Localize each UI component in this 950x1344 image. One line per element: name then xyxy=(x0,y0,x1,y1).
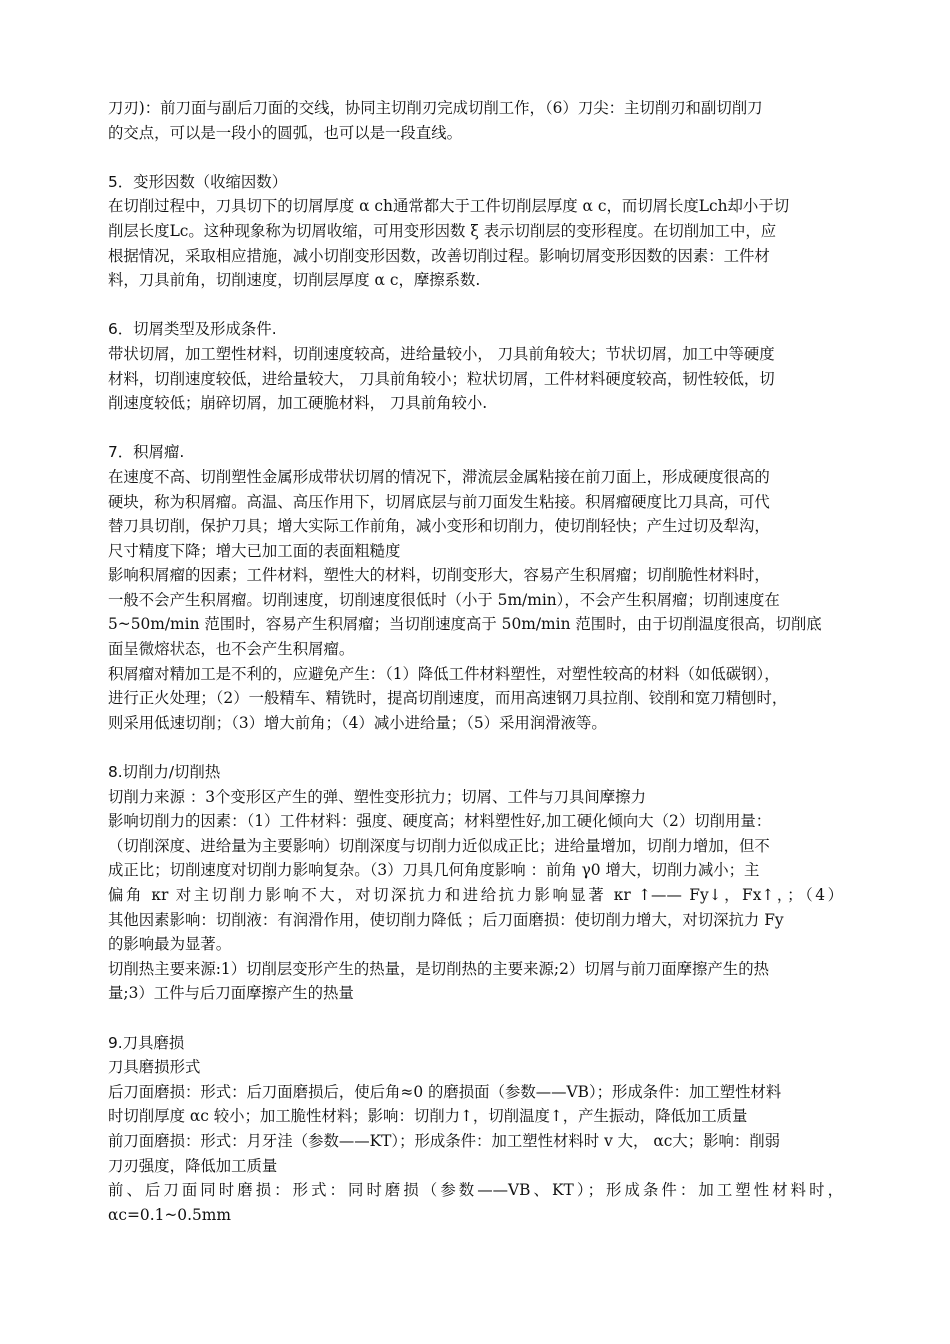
text-line: 5~50m/min 范围时，容易产生积屑瘤；当切削速度高于 50m/min 范围时，由于切削温度很高，切削底 xyxy=(108,615,822,634)
text-line: 替刀具切削，保护刀具；增大实际工作前角，减小变形和切削力，使切削轻快；产生过切及犁沟， xyxy=(108,517,770,536)
text-line: 积屑瘤对精加工是不利的，应避免产生：（1）降低工件材料塑性，对塑性较高的材料（如低碳钢）， xyxy=(108,664,780,683)
text-line: 料，刀具前角，切削速度，切削层厚度 α c，摩擦系数. xyxy=(108,271,481,290)
text-line: 根据情况，采取相应措施，减小切削变形因数，改善切削过程。影响切屑变形因数的因素：工件材 xyxy=(108,246,770,265)
section-heading: 刀具磨损形式 xyxy=(108,1058,201,1077)
text-line: 则采用低速切削；（3）增大前角；（4）减小进给量；（5）采用润滑液等。 xyxy=(108,713,607,732)
paragraph-gap xyxy=(108,1006,843,1031)
paragraph-gap xyxy=(108,735,843,760)
text-line: 削层长度Lc。这种现象称为切屑收缩，可用变形因数 ξ 表示切削层的变形程度。在切削加工中，应 xyxy=(108,221,777,240)
text-line: 的影响最为显著。 xyxy=(108,935,232,954)
text-line: 面呈微熔状态，也不会产生积屑瘤。 xyxy=(108,640,355,659)
text-line: 带状切屑，加工塑性材料，切削速度较高，进给量较小， 刀具前角较大；节状切屑，加工中等硬度 xyxy=(108,344,775,363)
text-line: 影响积屑瘤的因素；工件材料，塑性大的材料，切削变形大，容易产生积屑瘤；切削脆性材料时， xyxy=(108,566,770,585)
text-line: 在速度不高、切削塑性金属形成带状切屑的情况下，滞流层金属粘接在前刀面上，形成硬度很高的 xyxy=(108,467,770,486)
text-line: 的交点，可以是一段小的圆弧，也可以是一段直线。 xyxy=(108,123,462,142)
text-line: 后刀面磨损：形式：后刀面磨损后，使后角≈0 的磨损面（参数——VB）；形成条件：加工塑性材料 xyxy=(108,1082,782,1101)
section-heading: 7．积屑瘤. xyxy=(108,443,185,462)
document-page xyxy=(108,96,843,1227)
text-line: 尺寸精度下降；增大已加工面的表面粗糙度 xyxy=(108,541,401,560)
text-line: 其他因素影响：切削液：有润滑作用，使切削力降低 ；后刀面磨损：使切削力增大，对切深抗力 Fy xyxy=(108,910,784,929)
text-line: 时切削厚度 αc 较小；加工脆性材料；影响：切削力↑，切削温度↑，产生振动，降低加工质量 xyxy=(108,1107,748,1126)
section-heading: 8.切削力/切削热 xyxy=(108,763,221,782)
section-heading: 5．变形因数（收缩因数） xyxy=(108,172,288,191)
paragraph-gap xyxy=(108,145,843,170)
text-line: 削速度较低；崩碎切屑，加工硬脆材料， 刀具前角较小. xyxy=(108,394,488,413)
text-line: 切削力来源 ：3个变形区产生的弹、塑性变形抗力；切屑、工件与刀具间摩擦力 xyxy=(108,787,646,806)
text-line: 切削热主要来源:1）切削层变形产生的热量，是切削热的主要来源;2）切屑与前刀面摩擦产生的热 xyxy=(108,959,769,978)
text-line: （切削深度、进给量为主要影响）切削深度与切削力近似成正比；进给量增加，切削力增加，但不 xyxy=(108,836,770,855)
text-line: 影响切削力的因素：（1）工件材料：强度、硬度高；材料塑性好,加工硬化倾向大（2）切削用量： xyxy=(108,812,772,831)
text-line: 在切削过程中，刀具切下的切屑厚度 α ch通常都大于工件切削层厚度 α c，而切屑长度Lch却小于切 xyxy=(108,197,790,216)
text-line: αc=0.1~0.5mm xyxy=(108,1205,231,1224)
text-line: 前、后刀面同时磨损：形式：同时磨损（参数——VB、KT）；形成条件：加工塑性材料时， xyxy=(108,1181,843,1200)
text-line: 一般不会产生积屑瘤。切削速度，切削速度很低时（小于 5m/min），不会产生积屑瘤；切削速度在 xyxy=(108,590,780,609)
text-line: 进行正火处理；（2）一般精车、精铣时，提高切削速度，而用高速钢刀具拉削、铰削和宽刀精刨时， xyxy=(108,689,788,708)
section-heading: 9.刀具磨损 xyxy=(108,1033,185,1052)
text-line: 硬块，称为积屑瘤。高温、高压作用下，切屑底层与前刀面发生粘接。积屑瘤硬度比刀具高，可代 xyxy=(108,492,770,511)
text-line: 成正比；切削速度对切削力影响复杂。（3）刀具几何角度影响 ：前角 γ0 增大，切削力减小；主 xyxy=(108,861,760,880)
text-line: 刀刃强度，降低加工质量 xyxy=(108,1156,278,1175)
text-line: 偏角 κr 对主切削力影响不大，对切深抗力和进给抗力影响显著 κr ↑—— Fy↓，Fx↑，；（4） xyxy=(108,886,843,904)
text-line: 材料，切削速度较低，进给量较大， 刀具前角较小；粒状切屑，工件材料硬度较高，韧性较低，切 xyxy=(108,369,775,388)
text-line: 前刀面磨损：形式：月牙洼（参数——KT）；形成条件：加工塑性材料时 v 大， αc大；影响：削弱 xyxy=(108,1131,781,1150)
paragraph-gap xyxy=(108,293,843,318)
text-line: 量;3）工件与后刀面摩擦产生的热量 xyxy=(108,984,354,1003)
section-heading: 6．切屑类型及形成条件. xyxy=(108,320,277,339)
text-line: 刀刃)：前刀面与副后刀面的交线，协同主切削刃完成切削工作，（6）刀尖：主切削刃和副切削刀 xyxy=(108,99,763,117)
paragraph-gap xyxy=(108,416,843,441)
